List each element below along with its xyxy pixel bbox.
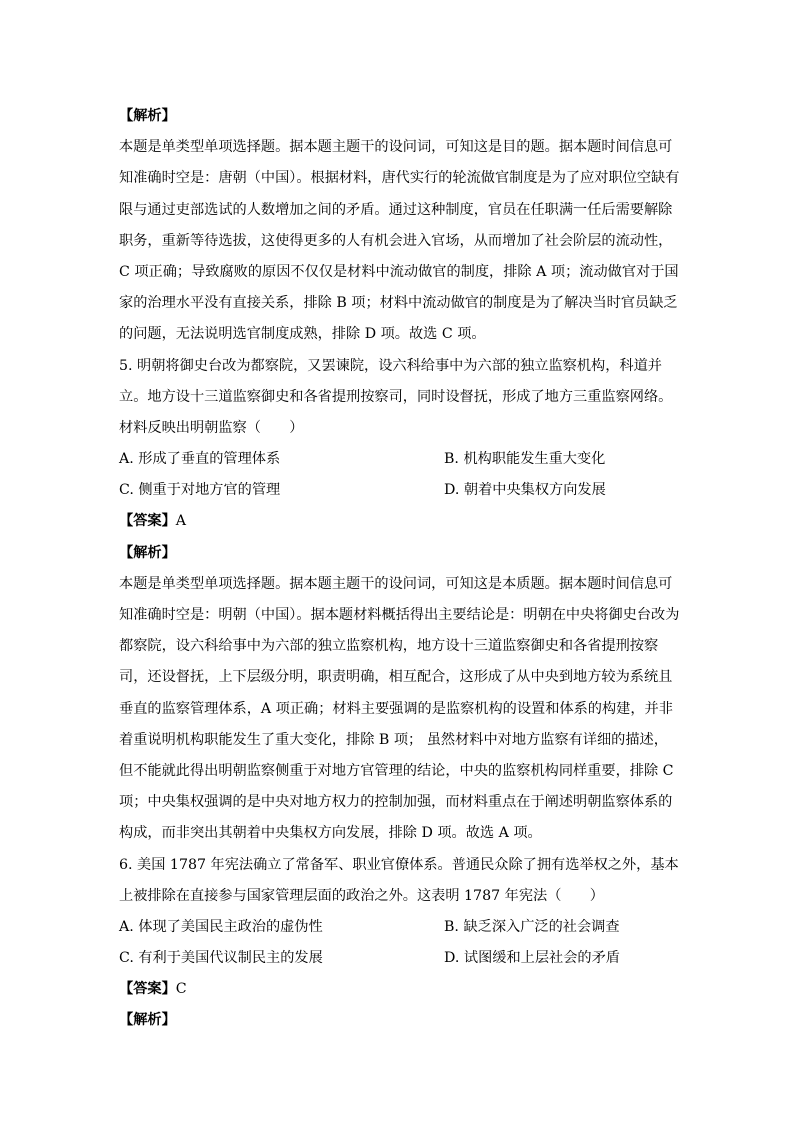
option-a: A. 形成了垂直的管理体系 xyxy=(119,451,281,468)
text-line: 家的治理水平没有直接关系，排除 B 项；材料中流动做官的制度是为了解决当时官员缺乏 xyxy=(119,295,678,312)
answer-value: A xyxy=(175,513,187,530)
analysis-text xyxy=(119,569,679,850)
text-line: 司，还设督抚，上下层级分明，职责明确，相互配合，这形成了从中央到地方较为系统且 xyxy=(119,669,673,686)
text-line: 都察院，设六科给事中为六部的独立监察机构，地方设十三道监察御史和各省提刑按察 xyxy=(119,638,659,655)
text-line: 本题是单类型单项选择题。据本题主题干的设问词，可知这是本质题。据本题时间信息可 xyxy=(119,575,673,592)
analysis-heading: 【解析】 xyxy=(119,1012,176,1029)
option-d: D. 朝着中央集权方向发展 xyxy=(444,482,606,499)
options-row xyxy=(119,912,679,943)
option-c: C. 有利于美国代议制民主的发展 xyxy=(119,950,323,967)
question-stem-line: 材料反映出明朝监察（ ） xyxy=(119,419,304,436)
text-line: 项；中央集权强调的是中央对地方权力的控制加强，而材料重点在于阐述明朝监察体系的 xyxy=(119,794,673,811)
option-d: D. 试图缓和上层社会的矛盾 xyxy=(444,950,620,967)
text-line: C 项正确；导致腐败的原因不仅仅是材料中流动做官的制度，排除 A 项；流动做官对于国 xyxy=(119,263,679,280)
text-line: 的问题，无法说明选官制度成熟，排除 D 项。故选 C 项。 xyxy=(119,326,486,343)
question-5 xyxy=(119,351,679,850)
text-line: 着重说明机构职能发生了重大变化，排除 B 项； 虽然材料中对地方监察有详细的描述， xyxy=(119,731,668,748)
analysis-heading: 【解析】 xyxy=(119,108,176,124)
options-row xyxy=(119,444,679,475)
question-6 xyxy=(119,850,679,1037)
question-stem-line: 5. 明朝将御史台改为都察院，又罢谏院，设六科给事中为六部的独立监察机构，科道并 xyxy=(119,357,662,374)
text-line: 职务，重新等待选拔，这使得更多的人有机会进入官场，从而增加了社会阶层的流动性， xyxy=(119,232,673,249)
answer-heading: 【答案】 xyxy=(119,513,176,530)
document-page xyxy=(119,101,679,1037)
question-stem-line: 立。地方设十三道监察御史和各省提刑按察司，同时设督抚，形成了地方三重监察网络。 xyxy=(119,388,673,405)
text-line: 知准确时空是：唐朝（中国）。根据材料，唐代实行的轮流做官制度是为了应对职位空缺有 xyxy=(119,170,680,187)
option-c: C. 侧重于对地方官的管理 xyxy=(119,482,281,499)
question-stem-line: 6. 美国 1787 年宪法确立了常备军、职业官僚体系。普通民众除了拥有选举权之外，基本 xyxy=(119,856,679,873)
text-line: 知准确时空是：明朝（中国）。据本题材料概括得出主要结论是：明朝在中央将御史台改为 xyxy=(119,607,680,623)
analysis-heading: 【解析】 xyxy=(119,544,176,561)
answer-line xyxy=(119,506,679,537)
text-line: 本题是单类型单项选择题。据本题主题干的设问词，可知这是目的题。据本题时间信息可 xyxy=(119,139,673,156)
answer-heading: 【答案】 xyxy=(119,981,176,998)
text-line: 但不能就此得出明朝监察侧重于对地方官管理的结论，中央的监察机构同样重要，排除 C xyxy=(119,762,674,779)
text-line: 垂直的监察管理体系，A 项正确；材料主要强调的是监察机构的设置和体系的构建，并非 xyxy=(119,700,673,717)
option-b: B. 缺乏深入广泛的社会调查 xyxy=(444,918,620,935)
text-line: 构成，而非突出其朝着中央集权方向发展，排除 D 项。故选 A 项。 xyxy=(119,825,542,842)
text-line: 限与通过吏部选试的人数增加之间的矛盾。通过这种制度，官员在任职满一任后需要解除 xyxy=(119,201,673,218)
answer-line xyxy=(119,974,679,1005)
question-stem-line: 上被排除在直接参与国家管理层面的政治之外。这表明 1787 年宪法（ ） xyxy=(119,887,604,904)
options-row xyxy=(119,475,679,506)
option-b: B. 机构职能发生重大变化 xyxy=(444,451,606,468)
options-row xyxy=(119,943,679,974)
analysis-text xyxy=(119,132,679,350)
option-a: A. 体现了美国民主政治的虚伪性 xyxy=(119,918,323,935)
answer-value: C xyxy=(175,981,187,998)
